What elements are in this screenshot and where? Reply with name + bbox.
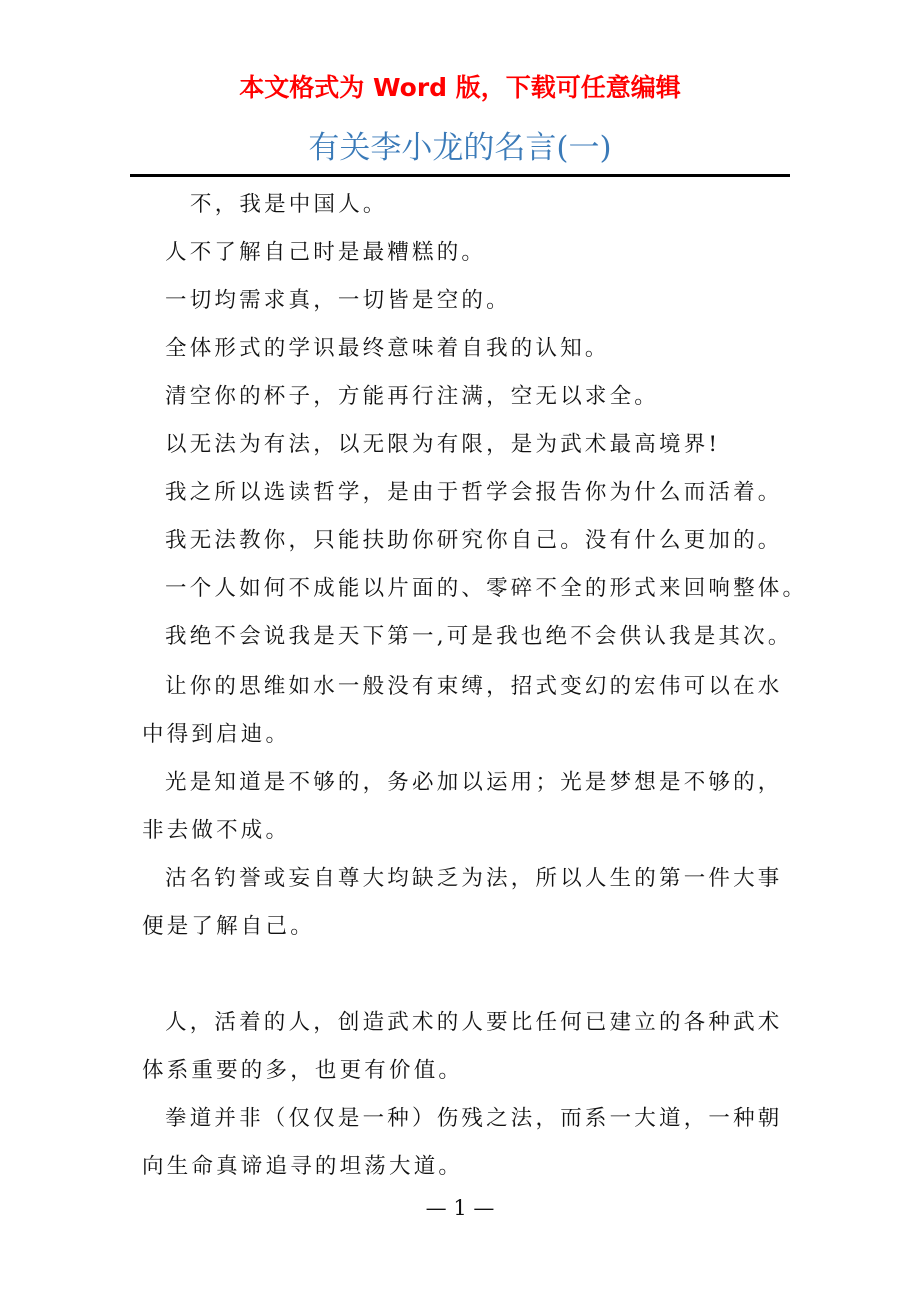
paragraph-line: 我无法教你，只能扶助你研究你自己。没有什么更加的。 [165, 528, 783, 553]
document-title: 有关李小龙的名言(一) [308, 130, 612, 166]
page-number: — 1 — [425, 1196, 495, 1220]
paragraph-line: 人，活着的人，创造武术的人要比任何已建立的各种武术 [165, 1010, 783, 1035]
paragraph-line: 清空你的杯子，方能再行注满，空无以求全。 [165, 384, 660, 409]
paragraph-line: 中得到启迪。 [142, 722, 291, 747]
paragraph-line: 全体形式的学识最终意味着自我的认知。 [165, 336, 610, 361]
paragraph-line: 以无法为有法，以无限为有限，是为武术最高境界! [165, 432, 721, 457]
paragraph-line: 向生命真谛追寻的坦荡大道。 [142, 1154, 464, 1179]
paragraph-line: 人不了解自己时是最糟糕的。 [165, 240, 487, 265]
paragraph-line: 我之所以选读哲学，是由于哲学会报告你为什么而活着。 [165, 480, 783, 505]
title-divider [130, 174, 790, 177]
paragraph-line: 一个人如何不成能以片面的、零碎不全的形式来回响整体。 [165, 576, 808, 601]
paragraph-line: 沽名钓誉或妄自尊大均缺乏为法，所以人生的第一件大事 [165, 866, 783, 891]
paragraph-line: 光是知道是不够的，务必加以运用；光是梦想是不够的， [165, 770, 783, 795]
paragraph-line: 一切均需求真，一切皆是空的。 [165, 288, 511, 313]
paragraph-line: 拳道并非（仅仅是一种）伤残之法，而系一大道，一种朝 [165, 1106, 783, 1131]
format-notice: 本文格式为 Word 版，下载可任意编辑 [239, 73, 681, 102]
paragraph-line: 非去做不成。 [142, 818, 291, 843]
paragraph-line: 不，我是中国人。 [190, 192, 388, 217]
paragraph-line: 便是了解自己。 [142, 914, 315, 939]
paragraph-line: 体系重要的多，也更有价值。 [142, 1058, 464, 1083]
paragraph-line: 我绝不会说我是天下第一,可是我也绝不会供认我是其次。 [165, 624, 793, 649]
paragraph-line: 让你的思维如水一般没有束缚，招式变幻的宏伟可以在水 [165, 674, 783, 699]
